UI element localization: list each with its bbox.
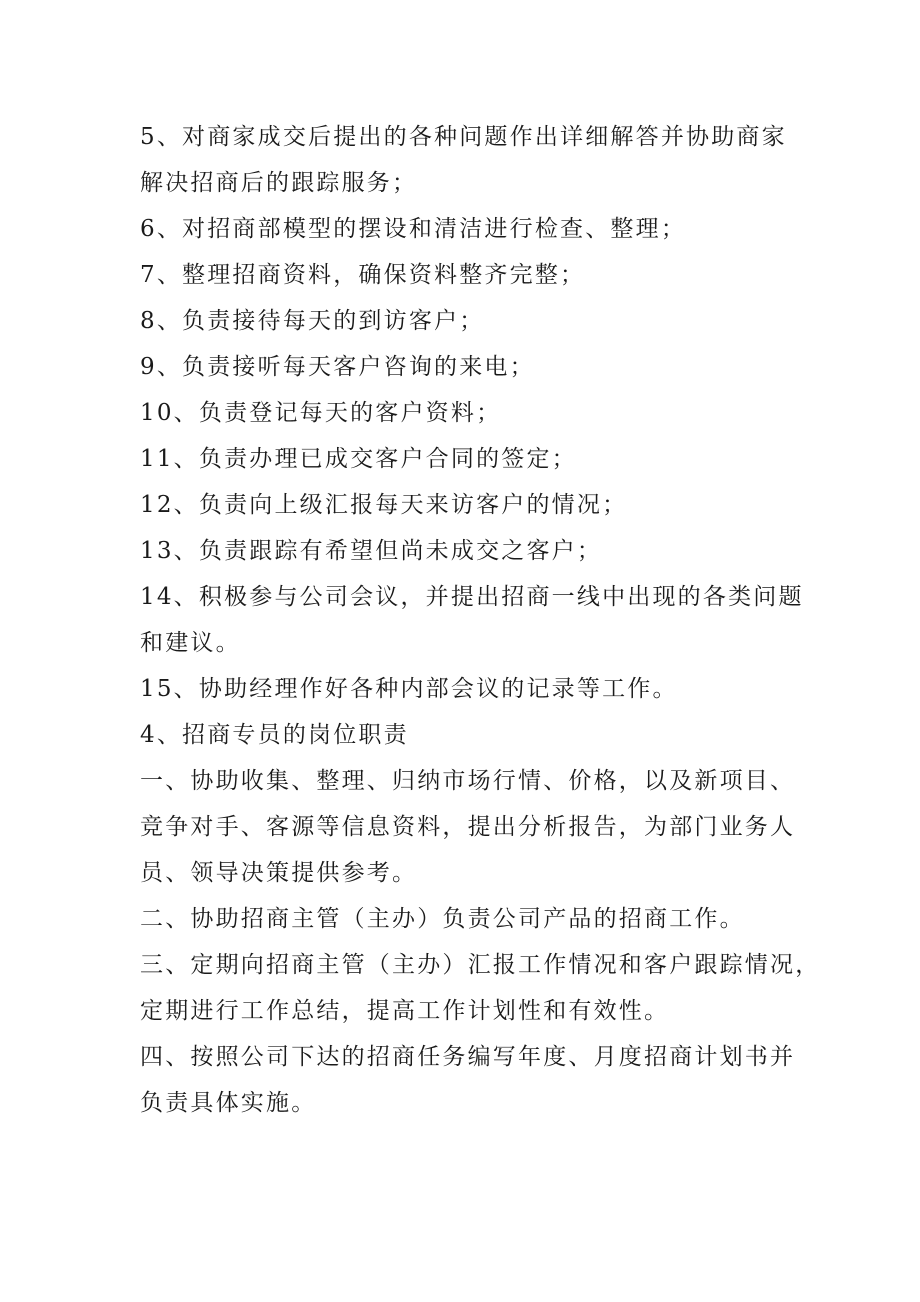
paragraph-line: 13、负责跟踪有希望但尚未成交之客户；	[140, 538, 603, 564]
section-heading-text: 4、招商专员的岗位职责	[140, 722, 409, 748]
paragraph-line: 8、负责接待每天的到访客户；	[140, 308, 485, 334]
paragraph-item-13	[140, 528, 800, 574]
paragraph-item-6	[140, 206, 800, 252]
paragraph-item-8	[140, 298, 800, 344]
paragraph-line: 10、负责登记每天的客户资料；	[140, 400, 502, 426]
document-body	[140, 114, 821, 1126]
paragraph-item-15	[140, 666, 800, 712]
paragraph-line: 二、协助招商主管（主办）负责公司产品的招商工作。	[140, 906, 745, 932]
section-heading	[140, 712, 800, 758]
paragraph-line: 12、负责向上级汇报每天来访客户的情况；	[140, 492, 628, 518]
paragraph-line: 5、对商家成交后提出的各种问题作出详细解答并协助商家	[140, 124, 787, 150]
paragraph-line: 三、定期向招商主管（主办）汇报工作情况和客户跟踪情况，	[140, 952, 821, 978]
paragraph-line: 14、积极参与公司会议，并提出招商一线中出现的各类问题	[140, 584, 804, 610]
paragraph-line: 9、负责接听每天客户咨询的来电；	[140, 354, 535, 380]
paragraph-line: 解决招商后的跟踪服务；	[140, 170, 418, 196]
duty-item-2	[140, 896, 800, 942]
paragraph-line: 四、按照公司下达的招商任务编写年度、月度招商计划书并	[140, 1044, 796, 1070]
paragraph-line: 定期进行工作总结，提高工作计划性和有效性。	[140, 998, 670, 1024]
paragraph-item-10	[140, 390, 800, 436]
paragraph-line: 11、负责办理已成交客户合同的签定；	[140, 446, 577, 472]
paragraph-line: 6、对招商部模型的摆设和清洁进行检查、整理；	[140, 216, 687, 242]
paragraph-item-9	[140, 344, 800, 390]
paragraph-item-7	[140, 252, 800, 298]
paragraph-line: 和建议。	[140, 630, 241, 656]
duty-item-4	[140, 1034, 800, 1126]
paragraph-line: 15、协助经理作好各种内部会议的记录等工作。	[140, 676, 678, 702]
paragraph-item-12	[140, 482, 800, 528]
paragraph-line: 一、协助收集、整理、归纳市场行情、价格，以及新项目、	[140, 768, 796, 794]
paragraph-line: 竞争对手、客源等信息资料，提出分析报告，为部门业务人	[140, 814, 796, 840]
paragraph-item-14	[140, 574, 804, 666]
paragraph-item-11	[140, 436, 800, 482]
duty-item-3	[140, 942, 821, 1034]
paragraph-line: 7、整理招商资料，确保资料整齐完整；	[140, 262, 586, 288]
paragraph-line: 负责具体实施。	[140, 1090, 317, 1116]
paragraph-item-5	[140, 114, 800, 206]
paragraph-line: 员、领导决策提供参考。	[140, 860, 418, 886]
duty-item-1	[140, 758, 800, 896]
